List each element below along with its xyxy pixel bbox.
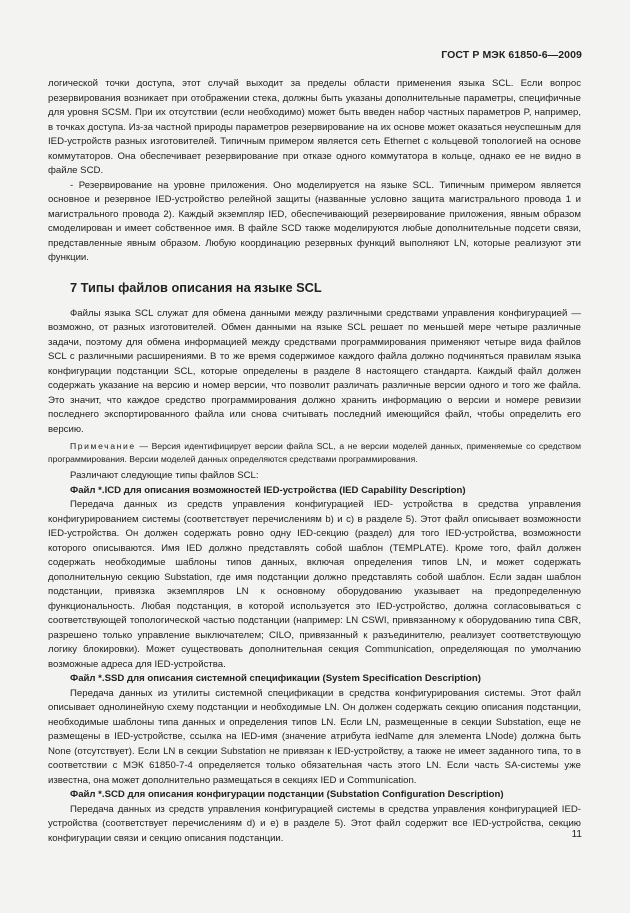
section-heading: 7 Типы файлов описания на языке SCL [70, 279, 322, 295]
standard-header: ГОСТ Р МЭК 61850-6—2009 [441, 49, 582, 61]
scd-paragraph: Передача данных из средств управления конфигурацией системы в средства управления конфигурацией IED-устройства (соответствует перечислениям d) и e) в разделе 5). Этот файл содержит все IED-устройства, секцию конфигурации связи и секцию описания подстанции. [48, 803, 581, 844]
page-number: 11 [571, 829, 582, 840]
section-paragraph-1: Файлы языка SCL служат для обмена данными между различными средствами управления конфигурацией — возможно, от разных изготовителей. Обмен данными на языке SCL решает по меньшей мере четыре различные задачи, поэтому для обмена информацией между средствами программирования применяют четыре вида файлов SCL с различными расширениями. В то же время содержимое каждого файла должно подчиняться правилам языка конфигурации подстанции SCL, которые определены в разделе 8 настоящего стандарта. Каждый файл должен содержать указание на версию и номер версии, что позволит различать различные версии одного и того же файла. Это значит, что каждое средство программирования должно хранить информацию о версии и номере ревизии последнего экспортированного файла или снова считывать последний имеющийся файл, чтобы определить его версию. [48, 307, 581, 435]
file-types-intro: Различают следующие типы файлов SCL: [70, 470, 259, 481]
ssd-subheading: Файл *.SSD для описания системной спецификации (System Specification Description) [70, 673, 481, 684]
intro-paragraph-2: - Резервирование на уровне приложения. Оно моделируется на языке SCL. Типичным примером является основное и резервное IED-устройство релейной защиты (названные условно защита магистрального провода 1 и магистрального провода 2). Каждый экземпляр IED, обеспечивающий резервирование приложения, явным образом смоделирован и имеет собственное имя. В файле SCD также моделируются любые дополнительные подсети связи, представленные явным образом. Любую координацию резервных функций выполняют LN, которые реализуют эти функции. [48, 179, 581, 263]
intro-paragraph-1: логической точки доступа, этот случай выходит за пределы области применения языка SCL. Если вопрос резервирования возникает при отображении стека, должны быть указаны дополнительные параметры, специфичные для уровня SCSM. При их отсутствии (если необходимо) может быть введен набор частных параметров P, например, в точках доступа. Из-за частной природы параметров резервирование на их основе может оказаться неуспешным для IED-устройств разных изготовителей. Типичным примером является сеть Ethernet с кольцевой топологией на основе коммутаторов. Она обеспечивает резервирование при отказе одного коммутатора в кольце, однако ее не видно в файле SCD. [48, 78, 581, 176]
note-paragraph [48, 440, 581, 466]
icd-paragraph: Передача данных из средств управления конфигурацией IED- устройства в средства управления конфигурированием системы (соответствует перечислениям b) и с) в разделе 5). Этот файл описывает возможности IED-устройства. Он должен содержать ровно одну IED-секцию (раздел) для того IED-устройства, возможности которого описываются. Имя IED должно представлять собой шаблон (TEMPLATE). Кроме того, файл должен содержать необходимые шаблоны типов данных, включая определения типов LN, и может содержать дополнительную секцию Substation, где имя подстанции должно представлять собой шаблон. Если задан шаблон подстанции, привязка экземпляров LN к основному оборудованию указывает на предопределенную функциональность. Любая подстанция, в которой используется это IED-устройство, должна согласовываться с соответствующей топологической частью подстанции (например: LN CSWI, привязанному к оборудованию типа CBR, разрешено только управление выключателем; CILO, привязанный к разъединителю, реализует соответствующую логику блокировки). Может существовать дополнительная секция Communication, определяющая по умолчанию возможные адреса для IED-устройства. [48, 499, 581, 670]
scd-subheading: Файл *.SCD для описания конфигурации подстанции (Substation Configuration Description) [70, 789, 504, 800]
ssd-paragraph: Передача данных из утилиты системной спецификации в средства конфигурирования системы. Этот файл описывает однолинейную схему подстанции и необходимые LN. Он должен содержать секцию описания подстанции, необходимые шаблоны типа данных и определения типов LN. Если LN, размещенные в секции Substation, еще не размещены в IED-устройстве, ссылка на IED-имя (значение атрибута iedName для элемента LNode) должна быть None (отсутствует). Если LN в секции Substation не привязан к IED-устройству, а также не имеет заданного типа, то в соответствии с МЭК 61850-7-4 определяется только обязательная часть этого LN. Если часть SA-системы уже известна, она может дополнительно размещаться в секциях IED и Communication. [48, 687, 581, 786]
page-content [48, 77, 581, 846]
note-text: — Версия идентифицирует версии файла SCL, а не версии моделей данных, применяемые со средством программирования. Версии моделей данных определяются средствами программирования. [48, 441, 581, 464]
icd-subheading: Файл *.ICD для описания возможностей IED-устройства (IED Capability Description) [70, 484, 466, 496]
note-label: Примечание [70, 441, 136, 451]
